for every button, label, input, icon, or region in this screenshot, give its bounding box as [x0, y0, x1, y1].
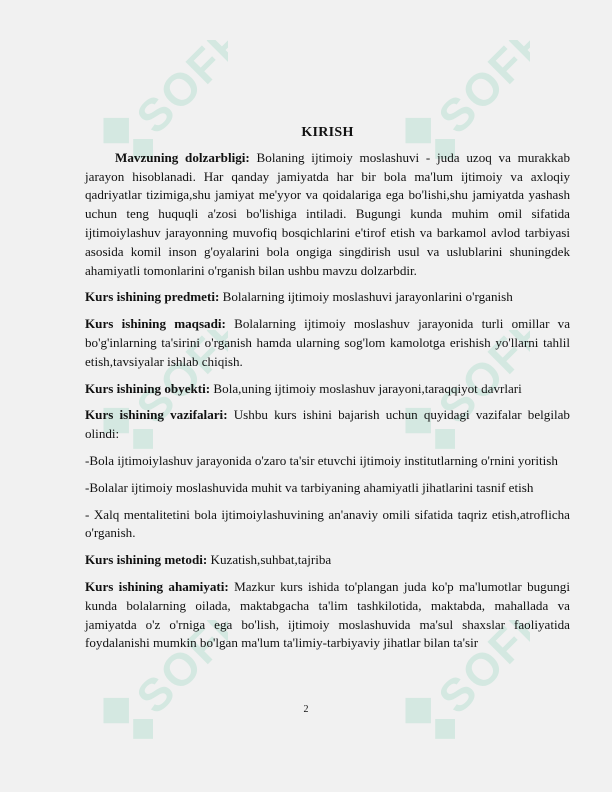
paragraph-metod: [85, 551, 570, 570]
section-text: Kuzatish,suhbat,tajriba: [207, 552, 332, 568]
watermark-text: SOFF: [126, 620, 228, 724]
watermark-text: SOFF: [126, 330, 228, 434]
paragraph-vazifalar: [85, 406, 570, 444]
paragraph-ahamiyat: [85, 578, 570, 653]
page-title: KIRISH: [301, 125, 354, 140]
task-item: -Bola ijtimoiylashuv jarayonida o'zaro ta'sir etuvchi ijtimoiy institutlarning o'rnini yoritish: [85, 452, 558, 468]
page-number: 2: [303, 704, 309, 715]
section-label: Kurs ishining obyekti:: [85, 380, 211, 396]
paragraph-maqsad: [85, 315, 570, 371]
section-text: Bolalarning ijtimoiy moslashuvi jarayonlarini o'rganish: [219, 289, 513, 305]
section-text: Ushbu kurs ishini bajarish uchun quyidagi vazifalar belgilab olindi:: [85, 407, 570, 442]
section-label: Kurs ishining metodi:: [85, 552, 208, 568]
paragraph-obyekt: [85, 380, 570, 399]
watermark-text: SOFF: [126, 40, 228, 144]
task-item: - Xalq mentalitetini bola ijtimoiylashuvining an'anaviy omili sifatida taqriz etish,atroflicha o'rganish.: [85, 506, 570, 541]
section-label: Mavzuning dolzarbligi:: [115, 149, 250, 165]
watermark-text: SOFF: [428, 40, 530, 144]
section-text: Bolalarning ijtimoiy moslashuv jarayonida turli omillar va bo'g'inlarning ta'sirini o'rganish hamda ularning sog'lom kamolotga erishish yo'llarni tahlil etish,tavsiyalar ishlab chiqish.: [85, 316, 571, 369]
section-text: Bolaning ijtimoiy moslashuvi - juda uzoq va murakkab jarayon hisoblanadi. Har qanday jamiyatda har bir bola ma'lum ijtimoiy va axloqiy qadriyatlar tizimiga,shu jamiyat me'yyor va qoidalariga ega bo'lishi,shu jamiyatda yashash uchun teng huquqli a'zosi bo'lishiga intiladi. Bugungi kunda muhim omil sifatida ijtimoiylashuv jarayonning muvofiq bosqichlarini e'tirof etish va barkamol avlod tarbiyasi asosida komil inson g'oyalarini bola ongiga singdirish usul va uslublarini shuningdek ahamiyatli tomonlarini o'rganish bilan ushbu mavzu dolzarbdir.: [85, 149, 571, 278]
section-text: Mazkur kurs ishida to'plangan juda ko'p ma'lumotlar bugungi kunda bolalarning oilada, maktabgacha ta'lim tashkilotida, maktabda, mahallada va jamiyatda o'z o'rniga ega bo'lish, ijtimoiy moslashuvida ma'sul shaxslar faoliyatida foydalanishi mumkin bo'lgan ma'lum ta'limiy-tarbiyaviy jihatlar bilan ta'sir: [85, 578, 570, 651]
watermark-text: SOFF: [428, 330, 530, 434]
section-label: Kurs ishining maqsadi:: [85, 316, 226, 332]
section-label: Kurs ishining ahamiyati:: [85, 578, 229, 594]
section-label: Kurs ishining vazifalari:: [85, 407, 228, 423]
section-text: Bola,uning ijtimoiy moslashuv jarayoni,taraqqiyot davrlari: [210, 380, 522, 396]
section-label: Kurs ishining predmeti:: [85, 289, 220, 305]
task-item: -Bolalar ijtimoiy moslashuvida muhit va tarbiyaning ahamiyatli jihatlarini tasnif etish: [85, 479, 534, 495]
watermark-text: SOFF: [428, 620, 530, 724]
paragraph-predmet: [85, 288, 570, 307]
paragraph-dolzarblik: [85, 149, 570, 281]
document-body: [85, 124, 570, 661]
